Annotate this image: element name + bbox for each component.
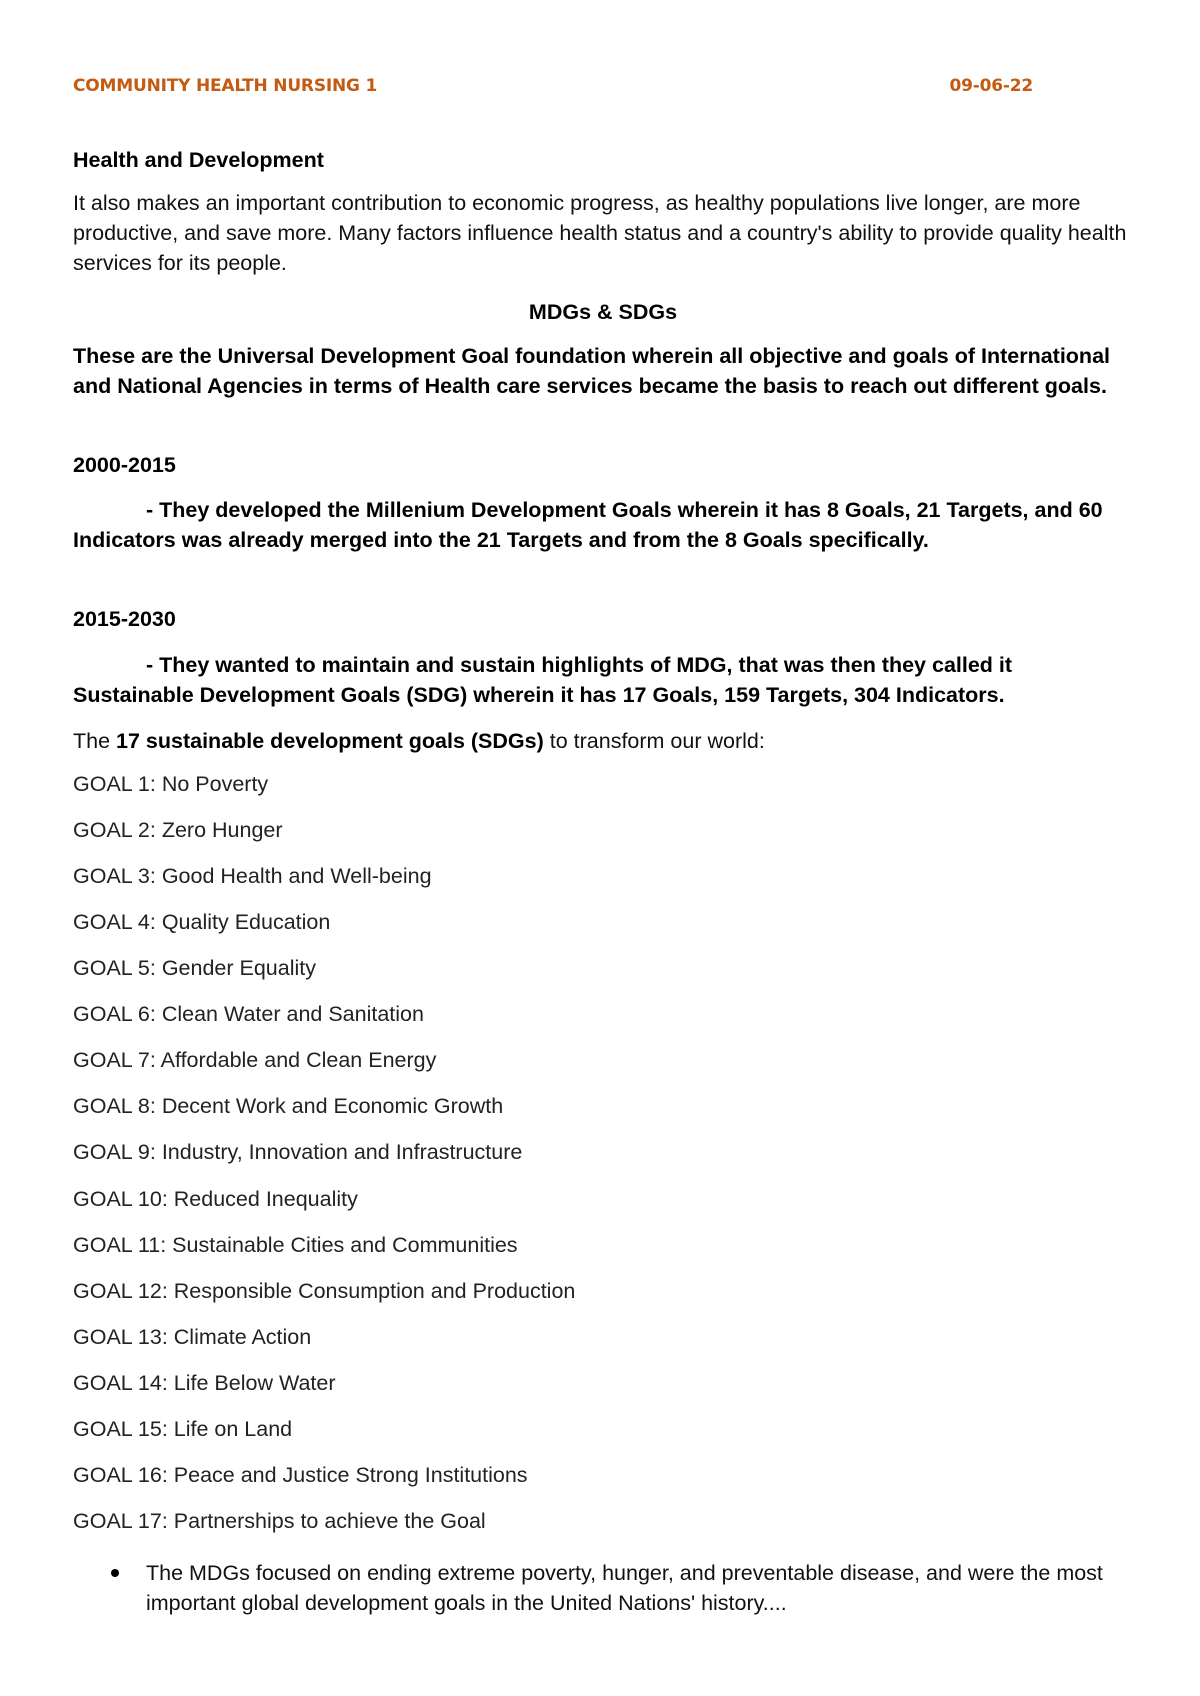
- sdg-intro: [73, 726, 1133, 756]
- bullet-dot-icon: [111, 1569, 119, 1577]
- sdg-intro-bold: 17 sustainable development goals (SDGs): [116, 729, 544, 753]
- goal-item: GOAL 8: Decent Work and Economic Growth: [73, 1094, 504, 1118]
- intro-paragraph: It also makes an important contribution to economic progress, as healthy populations live longer, are more productive, and save more. Many factors influence health status and a country's ability to provide quality health services for its people.: [73, 191, 1127, 275]
- goal-item: GOAL 15: Life on Land: [73, 1417, 293, 1441]
- goal-item: GOAL 16: Peace and Justice Strong Institutions: [73, 1463, 528, 1487]
- period-2000-2015-heading: 2000-2015: [73, 453, 176, 477]
- goal-item: GOAL 14: Life Below Water: [73, 1371, 336, 1395]
- goal-item: GOAL 2: Zero Hunger: [73, 818, 283, 842]
- section-title: Health and Development: [73, 148, 324, 172]
- goal-item: GOAL 5: Gender Equality: [73, 956, 316, 980]
- goal-item: GOAL 10: Reduced Inequality: [73, 1187, 358, 1211]
- header-title: COMMUNITY HEALTH NURSING 1: [73, 76, 378, 96]
- goal-item: GOAL 9: Industry, Innovation and Infrastructure: [73, 1140, 523, 1164]
- bullet-text: The MDGs focused on ending extreme poverty, hunger, and preventable disease, and were the most important global development goals in the United Nations' history....: [146, 1561, 1103, 1615]
- goal-item: GOAL 11: Sustainable Cities and Communities: [73, 1233, 518, 1257]
- goal-item: GOAL 6: Clean Water and Sanitation: [73, 1002, 424, 1026]
- page-header: [73, 76, 1033, 96]
- mdg-foundation-paragraph: These are the Universal Development Goal foundation wherein all objective and goals of International and National Agencies in terms of Health care services became the basis to reach out different goals.: [73, 344, 1110, 398]
- period-2015-2030-heading: 2015-2030: [73, 607, 176, 631]
- goal-item: GOAL 4: Quality Education: [73, 910, 331, 934]
- header-date: 09-06-22: [949, 76, 1033, 96]
- goal-item: GOAL 7: Affordable and Clean Energy: [73, 1048, 437, 1072]
- goal-item: GOAL 13: Climate Action: [73, 1325, 312, 1349]
- period-2000-2015-text: - They developed the Millenium Development Goals wherein it has 8 Goals, 21 Targets, and 60 Indicators was already merged into the 21 Targets and from the 8 Goals specifically.: [73, 498, 1103, 552]
- goal-item: GOAL 1: No Poverty: [73, 772, 269, 796]
- sdg-intro-suffix: to transform our world:: [543, 729, 765, 753]
- period-2015-2030-text: - They wanted to maintain and sustain highlights of MDG, that was then they called it Sustainable Development Goals (SDG) wherein it has 17 Goals, 159 Targets, 304 Indicators.: [73, 653, 1013, 707]
- goal-item: GOAL 3: Good Health and Well-being: [73, 864, 432, 888]
- goal-item: GOAL 12: Responsible Consumption and Production: [73, 1279, 576, 1303]
- sdg-intro-prefix: The: [73, 729, 117, 753]
- mdg-title: MDGs & SDGs: [528, 300, 678, 324]
- goal-item: GOAL 17: Partnerships to achieve the Goal: [73, 1509, 486, 1533]
